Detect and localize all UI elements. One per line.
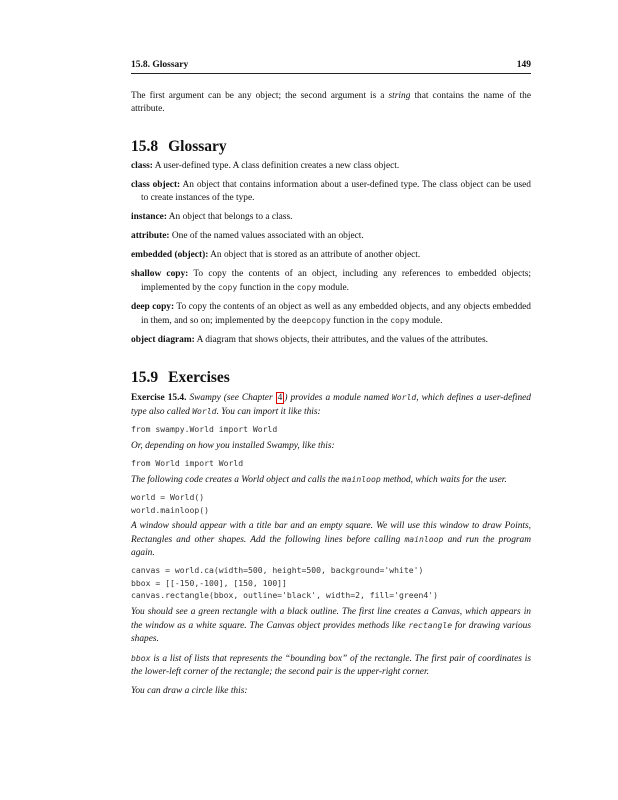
exercise-paragraph: bbox is a list of lists that represents the “bounding box” of the rectangle. The first pair of coordinates is the lower-left corner of the rectangle; the second pair is the upper-right corner. xyxy=(131,652,531,677)
chapter-link[interactable]: 4 xyxy=(277,393,283,403)
glossary-list xyxy=(131,160,531,347)
header-page-number: 149 xyxy=(516,60,531,70)
glossary-entry: instance: An object that belongs to a class. xyxy=(131,212,293,222)
exercise-paragraph: Exercise 15.4. Swampy (see Chapter 4 ) provides a module named World, which defines a user-defined type also called World. You can import it like this: xyxy=(131,392,531,417)
glossary-entry: embedded (object): An object that is stored as an attribute of another object. xyxy=(131,250,421,260)
header-section: 15.8. Glossary xyxy=(131,60,189,70)
intro-paragraph: The first argument can be any object; the second argument is a string that contains the name of the attribute. xyxy=(131,91,532,114)
code-block: world = World() world.mainloop() xyxy=(131,492,209,515)
exercise-paragraph: You should see a green rectangle with a black outline. The first line creates a Canvas, which appears in the window as a white square. The Canvas object provides methods like rectangle for drawing various shapes. xyxy=(131,606,531,644)
exercise-paragraph: Or, depending on how you installed Swampy, like this: xyxy=(131,440,335,451)
exercise-paragraph: You can draw a circle like this: xyxy=(131,685,248,696)
glossary-entry: object diagram: A diagram that shows objects, their attributes, and the values of the attributes. xyxy=(131,335,488,345)
code-block: canvas = world.ca(width=500, height=500, background='white') bbox = [[-150,-100], [150, 100]] canvas.rectangle(bbox, outline='black', width=2, fill='green4') xyxy=(131,565,438,600)
glossary-heading: 15.8 Glossary xyxy=(131,138,227,155)
page xyxy=(131,60,531,698)
code-block: from World import World xyxy=(131,457,244,468)
glossary-entry: deep copy: To copy the contents of an object as well as any embedded objects, and any objects embedded in them, and so on; implemented by the deepcopy function in the copy module. xyxy=(131,302,531,326)
exercise-paragraph: A window should appear with a title bar and an empty square. We will use this window to draw Points, Rectangles and other shapes. Add the following lines before calling mainloop and run the program again. xyxy=(131,521,532,558)
code-block: from swampy.World import World xyxy=(131,424,278,434)
exercises-heading: 15.9 Exercises xyxy=(131,369,230,386)
glossary-entry: attribute: One of the named values associated with an object. xyxy=(131,231,364,241)
running-header xyxy=(131,60,531,74)
glossary-entry: class: A user-defined type. A class definition creates a new class object. xyxy=(131,161,400,171)
glossary-entry: class object: An object that contains information about a user-defined type. The class object can be used to create instances of the type. xyxy=(131,180,531,203)
glossary-entry: shallow copy: To copy the contents of an object, including any references to embedded objects; implemented by the copy function in the copy module. xyxy=(131,269,531,293)
exercise-paragraph: The following code creates a World object and calls the mainloop method, which waits for the user. xyxy=(131,474,507,485)
